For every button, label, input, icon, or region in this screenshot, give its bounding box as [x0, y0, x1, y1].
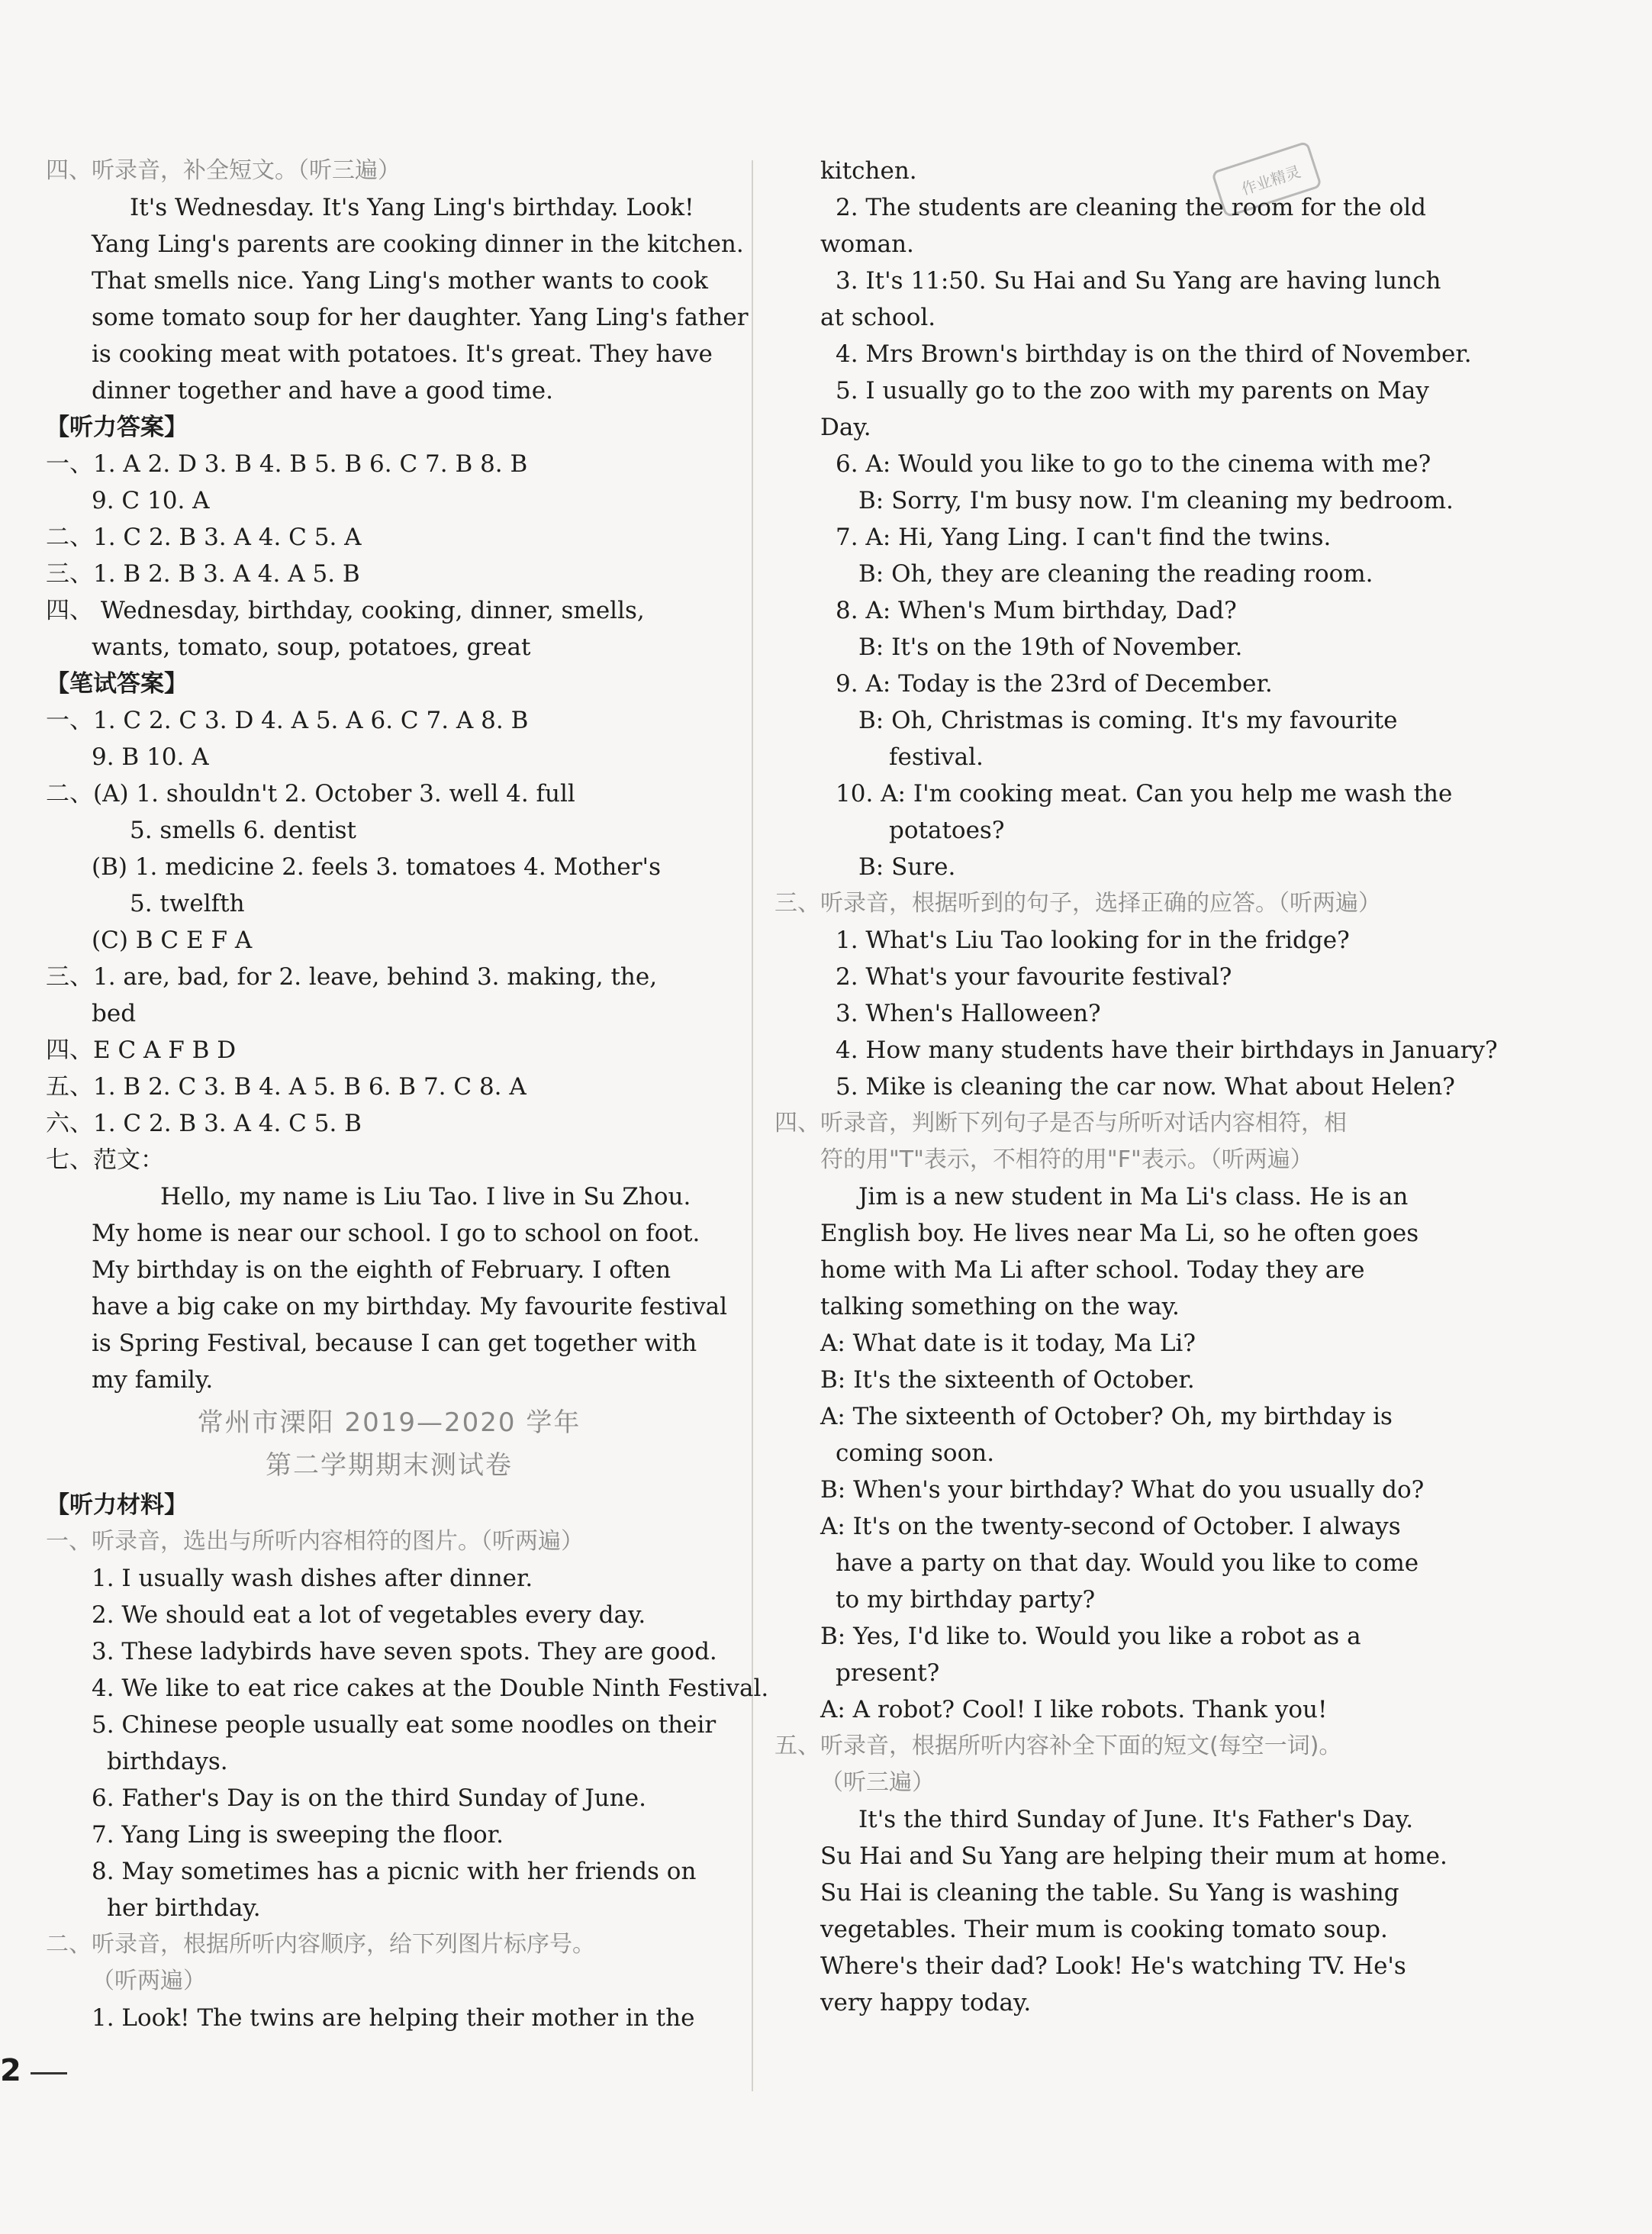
passage-line: That smells nice. Yang Ling's mother wants to cook — [92, 267, 708, 295]
question-line: 4. We like to eat rice cakes at the Double Ninth Festival. — [92, 1675, 769, 1702]
dialog-line: have a party on that day. Would you like to come — [836, 1549, 1419, 1577]
question-line: festival. — [889, 743, 984, 771]
question-line: 2. We should eat a lot of vegetables every day. — [92, 1601, 646, 1629]
section-5-note: （听三遍） — [820, 1769, 935, 1796]
passage-line: Su Hai is cleaning the table. Su Yang is washing — [820, 1879, 1399, 1907]
passage-line: vegetables. Their mum is cooking tomato soup. — [820, 1916, 1388, 1943]
section-1-title: 一、听录音，选出与所听内容相符的图片。（听两遍） — [46, 1528, 584, 1555]
question-line: 9. A: Today is the 23rd of December. — [836, 670, 1273, 698]
passage-line: It's the third Sunday of June. It's Father's Day. — [858, 1806, 1414, 1833]
exam-title-line-1: 常州市溧阳 2019—2020 学年 — [197, 1407, 581, 1438]
answer-line: 9. B 10. A — [92, 743, 209, 771]
answer-line: wants, tomato, soup, potatoes, great — [92, 633, 531, 661]
listen-material-title: 【听力材料】 — [46, 1491, 188, 1519]
question-line: Day. — [820, 414, 871, 441]
essay-line: My home is near our school. I go to school on foot. — [92, 1220, 700, 1247]
stamp-text: 作业精灵 — [1238, 162, 1303, 199]
question-line: 3. These ladybirds have seven spots. They are good. — [92, 1638, 717, 1665]
section-4-title-line-1: 四、听录音，判断下列句子是否与所听对话内容相符，相 — [774, 1110, 1347, 1136]
passage-line: dinner together and have a good time. — [92, 377, 553, 405]
question-line: 10. A: I'm cooking meat. Can you help me wash the — [836, 780, 1453, 808]
passage-line: very happy today. — [820, 1989, 1032, 2016]
question-line: 2. The students are cleaning the room for the old — [836, 194, 1427, 221]
dialog-line: B: It's the sixteenth of October. — [820, 1366, 1195, 1394]
answer-line: bed — [92, 1000, 137, 1027]
passage-line: It's Wednesday. It's Yang Ling's birthday. Look! — [130, 194, 694, 221]
question-line: at school. — [820, 304, 936, 331]
question-line: 7. Yang Ling is sweeping the floor. — [92, 1821, 504, 1849]
page-number: 2 — [0, 2053, 21, 2088]
question-line: 1. I usually wash dishes after dinner. — [92, 1565, 533, 1592]
listen-answers-title: 【听力答案】 — [46, 414, 188, 441]
question-line: 5. I usually go to the zoo with my parents on May — [836, 377, 1429, 405]
question-line: birthdays. — [107, 1748, 228, 1775]
dialog-line: coming soon. — [836, 1439, 995, 1467]
question-line: 1. What's Liu Tao looking for in the fridge? — [836, 927, 1350, 954]
question-line: 3. When's Halloween? — [836, 1000, 1101, 1027]
section-3-title: 三、听录音，根据听到的句子，选择正确的应答。（听两遍） — [774, 890, 1381, 917]
question-line: kitchen. — [820, 157, 917, 185]
essay-line: My birthday is on the eighth of February. I often — [92, 1256, 671, 1284]
answer-line: (C) B C E F A — [92, 927, 253, 954]
question-line: 5. Mike is cleaning the car now. What about Helen? — [836, 1073, 1455, 1101]
written-answers-title: 【笔试答案】 — [46, 670, 188, 698]
question-line: her birthday. — [107, 1894, 261, 1922]
answer-line: 五、1. B 2. C 3. B 4. A 5. B 6. B 7. C 8. A — [46, 1073, 527, 1101]
question-line: B: Sure. — [858, 853, 956, 881]
answer-line: 四、 Wednesday, birthday, cooking, dinner, smells, — [46, 597, 645, 624]
left-column — [46, 153, 769, 2036]
answer-line: 七、范文： — [46, 1146, 164, 1174]
answer-line: 5. smells 6. dentist — [130, 817, 356, 844]
passage-line: is cooking meat with potatoes. It's great. They have — [92, 340, 713, 368]
column-divider — [752, 160, 753, 2091]
question-line: 1. Look! The twins are helping their mother in the — [92, 2004, 695, 2032]
answer-line: 9. C 10. A — [92, 487, 210, 514]
answer-line: 二、1. C 2. B 3. A 4. C 5. A — [46, 524, 362, 551]
passage-line: talking something on the way. — [820, 1293, 1180, 1320]
passage-line: English boy. He lives near Ma Li, so he often goes — [820, 1220, 1419, 1247]
question-line: 7. A: Hi, Yang Ling. I can't find the twins. — [836, 524, 1332, 551]
exam-title-line-2: 第二学期期末测试卷 — [266, 1450, 513, 1481]
answer-line: 一、1. C 2. C 3. D 4. A 5. A 6. C 7. A 8. B — [46, 707, 529, 734]
answer-line: (B) 1. medicine 2. feels 3. tomatoes 4. Mother's — [92, 853, 661, 881]
question-line: 6. A: Would you like to go to the cinema with me? — [836, 450, 1431, 478]
question-line: 8. A: When's Mum birthday, Dad? — [836, 597, 1237, 624]
page-number-dash — [31, 2072, 67, 2074]
question-line: 6. Father's Day is on the third Sunday of June. — [92, 1784, 646, 1812]
section-4-title: 四、听录音，补全短文。（听三遍） — [46, 157, 401, 184]
dialog-line: B: Yes, I'd like to. Would you like a robot as a — [820, 1623, 1361, 1650]
question-line: B: Oh, Christmas is coming. It's my favourite — [858, 707, 1398, 734]
passage-line: Yang Ling's parents are cooking dinner in the kitchen. — [92, 230, 744, 258]
dialog-line: B: When's your birthday? What do you usually do? — [820, 1476, 1425, 1504]
essay-line: have a big cake on my birthday. My favourite festival — [92, 1293, 728, 1320]
answer-line: 二、(A) 1. shouldn't 2. October 3. well 4. full — [46, 780, 575, 808]
answer-line: 一、1. A 2. D 3. B 4. B 5. B 6. C 7. B 8. B — [46, 450, 528, 478]
question-line: B: It's on the 19th of November. — [858, 633, 1243, 661]
dialog-line: A: It's on the twenty-second of October. I always — [820, 1513, 1401, 1540]
essay-line: is Spring Festival, because I can get together with — [92, 1330, 697, 1357]
question-line: B: Sorry, I'm busy now. I'm cleaning my bedroom. — [858, 487, 1454, 514]
question-line: 3. It's 11:50. Su Hai and Su Yang are having lunch — [836, 267, 1441, 295]
essay-line: Hello, my name is Liu Tao. I live in Su Zhou. — [160, 1183, 691, 1210]
section-2-note: （听两遍） — [92, 1968, 206, 1994]
passage-line: home with Ma Li after school. Today they are — [820, 1256, 1365, 1284]
question-line: woman. — [820, 230, 914, 258]
question-line: 4. Mrs Brown's birthday is on the third of November. — [836, 340, 1472, 368]
section-2-title: 二、听录音，根据所听内容顺序，给下列图片标序号。 — [46, 1931, 595, 1958]
section-5-title: 五、听录音，根据所听内容补全下面的短文(每空一词)。 — [774, 1733, 1342, 1759]
dialog-line: present? — [836, 1659, 940, 1687]
question-line: B: Oh, they are cleaning the reading room. — [858, 560, 1373, 588]
passage-line: Su Hai and Su Yang are helping their mum at home. — [820, 1842, 1448, 1870]
right-column — [774, 153, 1498, 2021]
dialog-line: A: What date is it today, Ma Li? — [820, 1330, 1196, 1357]
essay-line: my family. — [92, 1366, 214, 1394]
dialog-line: A: The sixteenth of October? Oh, my birthday is — [820, 1403, 1393, 1430]
dialog-line: to my birthday party? — [836, 1586, 1096, 1613]
dialog-line: A: A robot? Cool! I like robots. Thank you! — [820, 1696, 1328, 1723]
answer-line: 四、E C A F B D — [46, 1036, 237, 1064]
passage-line: Where's their dad? Look! He's watching TV. He's — [820, 1952, 1406, 1980]
question-line: 4. How many students have their birthdays in January? — [836, 1036, 1498, 1064]
passage-line: Jim is a new student in Ma Li's class. He is an — [858, 1183, 1409, 1210]
question-line: 2. What's your favourite festival? — [836, 963, 1232, 991]
answer-line: 三、1. B 2. B 3. A 4. A 5. B — [46, 560, 360, 588]
question-line: potatoes? — [889, 817, 1005, 844]
question-line: 8. May sometimes has a picnic with her friends on — [92, 1858, 697, 1885]
section-4-title-line-2: 符的用"T"表示，不相符的用"F"表示。（听两遍） — [820, 1146, 1313, 1173]
question-line: 5. Chinese people usually eat some noodles on their — [92, 1711, 717, 1739]
answer-line: 六、1. C 2. B 3. A 4. C 5. B — [46, 1110, 362, 1137]
answer-line: 三、1. are, bad, for 2. leave, behind 3. making, the, — [46, 963, 658, 991]
passage-line: some tomato soup for her daughter. Yang Ling's father — [92, 304, 749, 331]
answer-line: 5. twelfth — [130, 890, 245, 917]
